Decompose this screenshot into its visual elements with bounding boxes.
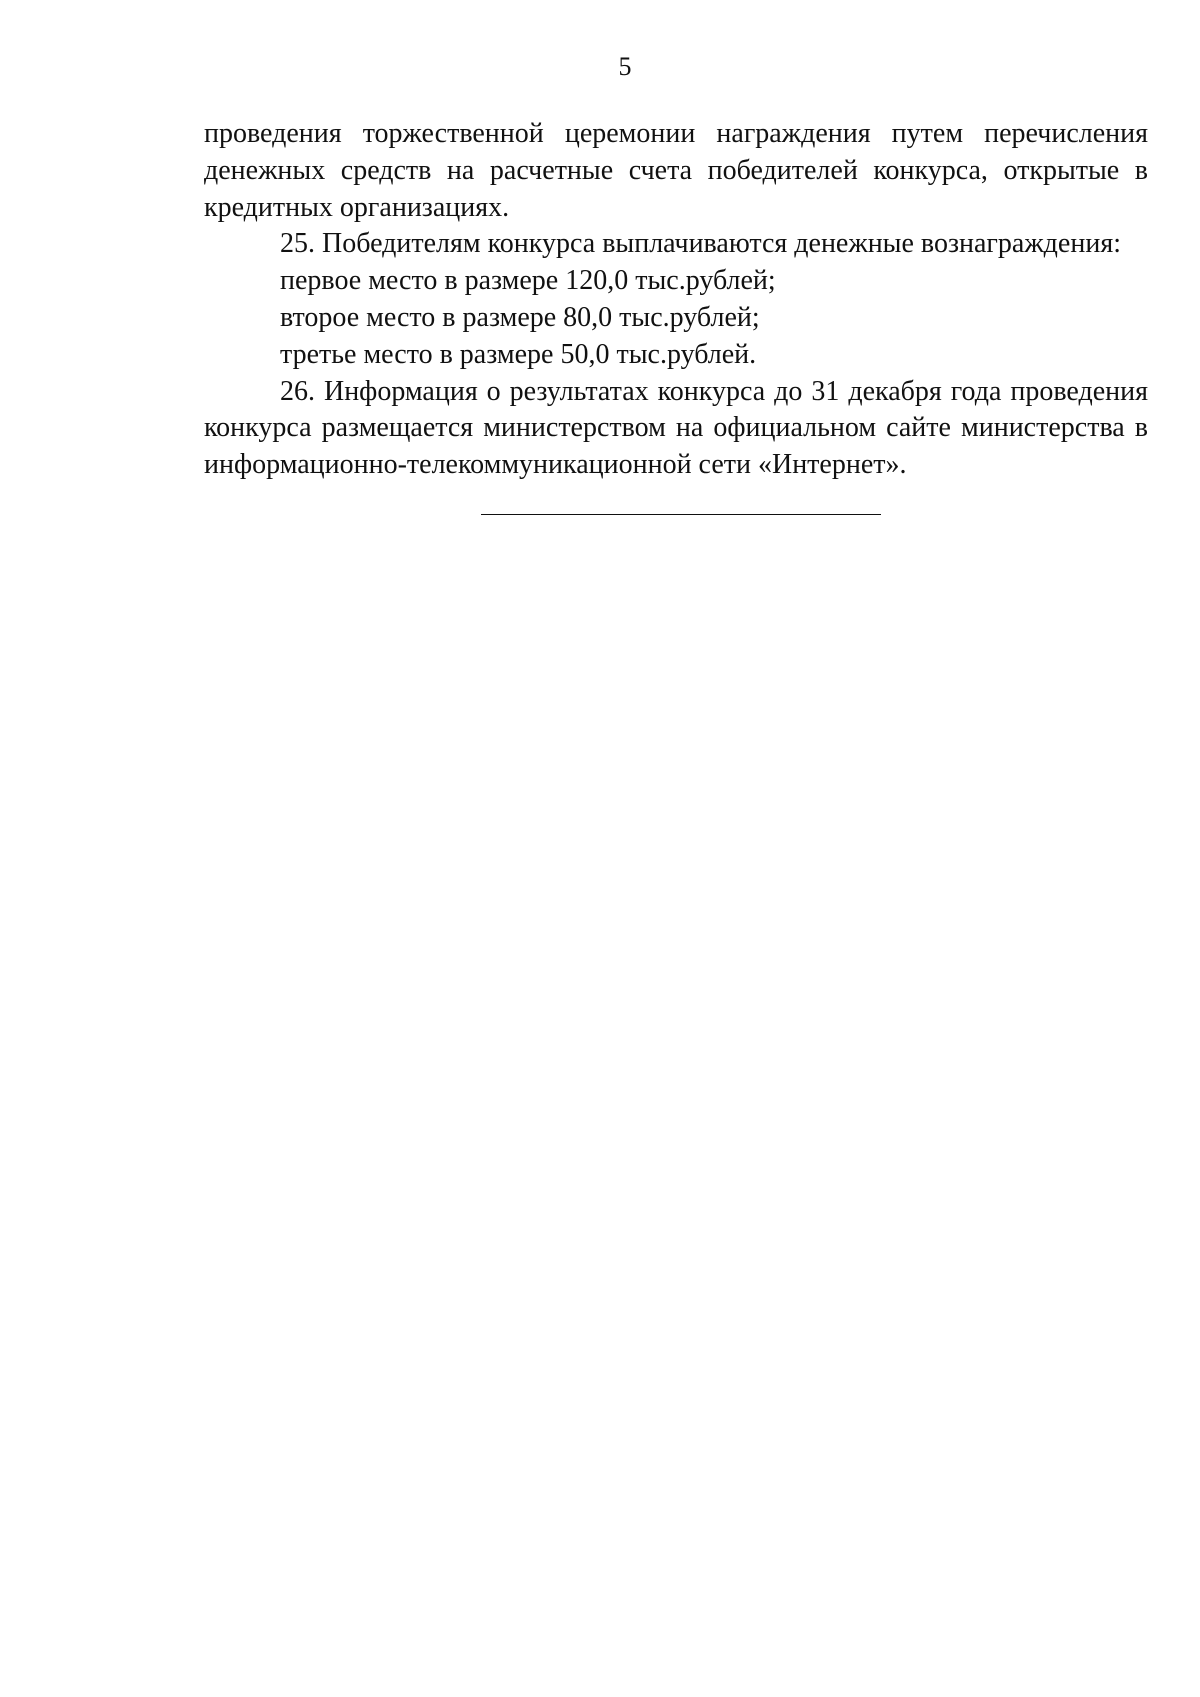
- award-second-place: второе место в размере 80,0 тыс.рублей;: [280, 301, 760, 333]
- paragraph-continuation: проведения торжественной церемонии награждения путем перечисления денежных средств на расчетные счета победителей конкурса, открытые в кредитных организациях.: [204, 118, 1148, 223]
- end-of-document-rule: [481, 514, 881, 515]
- page-number: 5: [618, 52, 632, 81]
- document-body: [204, 116, 1148, 484]
- paragraph-item-25: 25. Победителям конкурса выплачиваются денежные вознаграждения:: [280, 228, 1121, 260]
- award-third-place: третье место в размере 50,0 тыс.рублей.: [280, 338, 757, 370]
- paragraph-item-26: 26. Информация о результатах конкурса до 31 декабря года проведения конкурса размещается министерством на официальном сайте министерства в информационно-телекоммуникационной сети «Интернет».: [204, 375, 1148, 481]
- award-first-place: первое место в размере 120,0 тыс.рублей;: [280, 265, 776, 297]
